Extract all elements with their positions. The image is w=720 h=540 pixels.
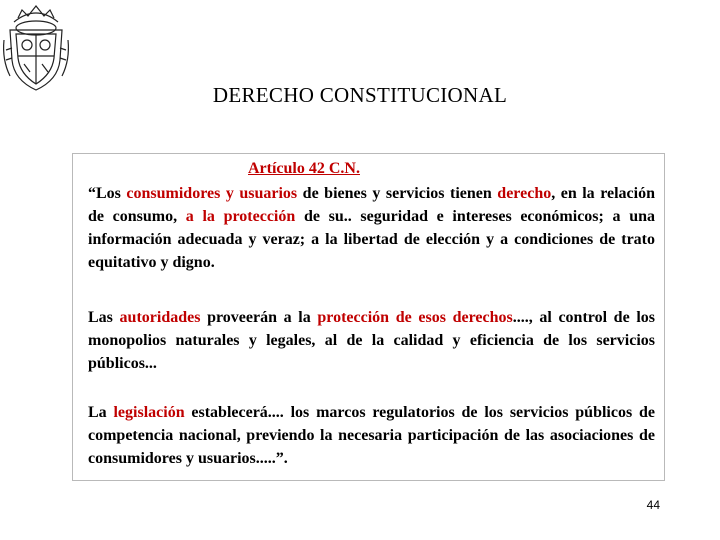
highlight-consumidores: consumidores y usuarios (126, 185, 298, 202)
text-run: establecerá.... los marcos regulatorios de los servicios públicos de competencia nacional, previendo la necesaria participación de las asociaciones de consumidores y usuarios.....”. (88, 404, 656, 467)
highlight-derecho: derecho (497, 185, 552, 202)
text-run: Las (88, 309, 120, 326)
text-run: La (88, 404, 114, 421)
page-title (0, 83, 720, 108)
paragraph-authorities (88, 306, 655, 375)
highlight-proteccion: a la protección (185, 208, 296, 225)
highlight-legislacion: legislación (113, 404, 185, 421)
highlight-proteccion-derechos: protección de esos derechos (317, 309, 513, 326)
article-heading: Artículo 42 C.N. (248, 160, 360, 177)
text-run: de su.. seguridad e intereses económicos; a una información adecuada y veraz; a la libertad de elección y a condiciones de trato equitativo y digno. (88, 208, 656, 271)
paragraph-legislation (88, 401, 655, 470)
text-run: de bienes y servicios tienen (297, 185, 498, 202)
university-seal-icon (0, 0, 72, 96)
text-run: , en la relación de consumo, (88, 185, 655, 225)
text-run: proveerán a la (200, 309, 318, 326)
paragraph-consumer-rights (88, 182, 655, 274)
text-run: “Los (88, 185, 127, 202)
text-run: ...., al control de los monopolios naturales y legales, al de la calidad y eficiencia de los servicios públicos... (88, 309, 655, 372)
page-number: 44 (646, 498, 660, 512)
highlight-autoridades: autoridades (119, 309, 201, 326)
page-title-text: DERECHO CONSTITUCIONAL (212, 83, 508, 107)
